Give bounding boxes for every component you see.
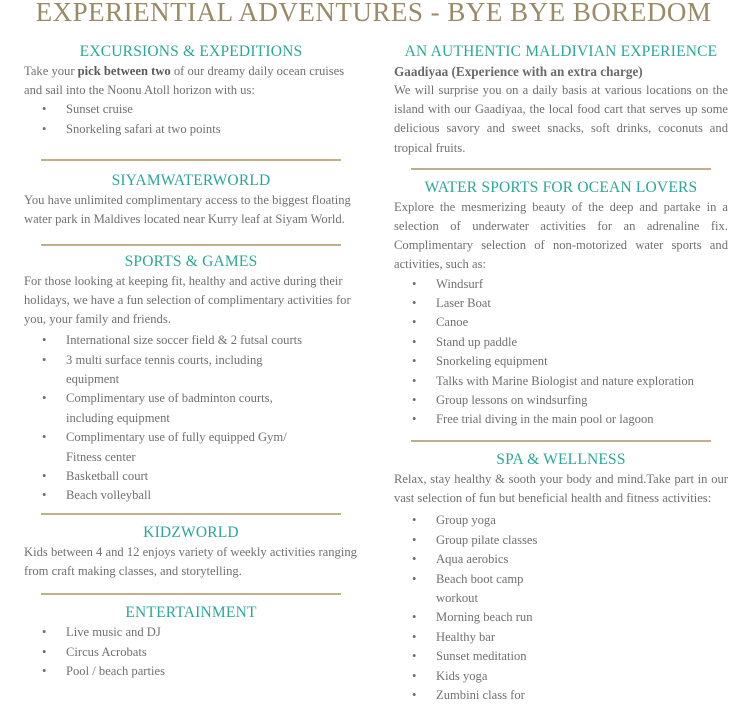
list-item: • Talks with Marine Biologist and nature exploration bbox=[394, 372, 728, 391]
list-item: • 3 multi surface tennis courts, including equipment bbox=[24, 351, 306, 390]
section-excursions bbox=[24, 42, 358, 139]
list-item: • Stand up paddle bbox=[394, 333, 728, 352]
spa-wellness-title: SPA & WELLNESS bbox=[496, 450, 626, 468]
spa-wellness-text: Relax, stay healthy & sooth your body and mind.Take part in our vast selection of fun but beneficial health and fitness activities: bbox=[394, 471, 728, 506]
maldivian-experience-subtitle: Gaadiyaa (Experience with an extra charge) bbox=[394, 64, 643, 79]
section-entertainment bbox=[24, 603, 358, 681]
list-item: • Group yoga bbox=[394, 511, 728, 530]
list-item: • Group lessons on windsurfing bbox=[394, 391, 728, 410]
maldivian-experience-title: AN AUTHENTIC MALDIVIAN EXPERIENCE bbox=[404, 43, 718, 60]
section-divider bbox=[411, 440, 711, 442]
section-divider bbox=[41, 513, 341, 515]
section-divider bbox=[41, 159, 341, 161]
water-sports-title: WATER SPORTS FOR OCEAN LOVERS bbox=[424, 178, 698, 196]
list-item: • Sunset cruise bbox=[24, 100, 358, 119]
list-item: • Basketball court bbox=[24, 467, 358, 486]
page-title: EXPERIENTIAL ADVENTURES - BYE BYE BOREDOM bbox=[35, 0, 712, 27]
list-item: • Canoe bbox=[394, 313, 728, 332]
excursions-text-before: Take your bbox=[24, 64, 78, 78]
list-item: • Windsurf bbox=[394, 275, 728, 294]
list-item: • Sunset meditation bbox=[394, 647, 728, 666]
list-item: • Healthy bar bbox=[394, 628, 728, 647]
list-item: • Aqua aerobics bbox=[394, 550, 728, 569]
list-item: • International size soccer field & 2 futsal courts bbox=[24, 331, 358, 350]
excursions-text-after: of our dreamy daily ocean cruises and sail into the Noonu Atoll horizon with us: bbox=[24, 64, 345, 98]
kidzworld-text: Kids between 4 and 12 enjoys variety of weekly activities ranging from craft making classes, and storytelling. bbox=[24, 544, 357, 579]
list-item: • Zumbini class for bbox=[394, 686, 728, 705]
section-maldivian-experience bbox=[394, 42, 728, 158]
section-divider bbox=[41, 593, 341, 595]
list-item: • Laser Boat bbox=[394, 294, 728, 313]
section-kidzworld bbox=[24, 523, 358, 581]
list-item: • Pool / beach parties bbox=[24, 662, 358, 681]
kidzworld-title: KIDZWORLD bbox=[143, 523, 239, 541]
spa-wellness-list bbox=[394, 511, 728, 705]
section-spa-wellness bbox=[394, 450, 728, 705]
list-item: • Snorkeling safari at two points bbox=[24, 120, 358, 139]
list-item: • Morning beach run bbox=[394, 608, 728, 627]
list-item: • Free trial diving in the main pool or lagoon bbox=[394, 410, 728, 429]
list-item: • Beach volleyball bbox=[24, 486, 358, 505]
left-column bbox=[24, 38, 358, 682]
water-sports-text: Explore the mesmerizing beauty of the deep and partake in a selection of underwater activities for an adrenaline fix. Complimentary selection of non-motorized water sports and activities, such as: bbox=[394, 199, 728, 272]
excursions-title: EXCURSIONS & EXPEDITIONS bbox=[79, 43, 303, 60]
siyam-water-world-title: SIYAMWATERWORLD bbox=[111, 172, 271, 190]
excursions-text-bold: pick between two bbox=[77, 64, 171, 78]
entertainment-list bbox=[24, 623, 358, 681]
list-item: • Complimentary use of fully equipped Gym/ Fitness center bbox=[24, 428, 316, 467]
list-item: • Kids yoga bbox=[394, 667, 728, 686]
list-item: • Snorkeling equipment bbox=[394, 352, 728, 371]
list-item: • Complimentary use of badminton courts, including equipment bbox=[24, 389, 316, 428]
excursions-list bbox=[24, 100, 358, 139]
siyam-water-world-text: You have unlimited complimentary access to the biggest floating water park in Maldives located near Kurry leaf at Siyam World. bbox=[24, 193, 351, 227]
sports-games-text: For those looking at keeping fit, healthy and active during their holidays, we have a fun selection of complimentary activities for you, your family and friends. bbox=[24, 273, 351, 327]
list-item: • Circus Acrobats bbox=[24, 643, 358, 662]
excursions-text bbox=[24, 62, 358, 100]
sports-games-title: SPORTS & GAMES bbox=[124, 252, 258, 270]
section-sports-games bbox=[24, 252, 358, 506]
list-item: • Group pilate classes bbox=[394, 531, 728, 550]
sports-games-list bbox=[24, 331, 358, 506]
section-water-sports bbox=[394, 178, 728, 430]
water-sports-list bbox=[394, 275, 728, 430]
section-divider bbox=[411, 168, 711, 170]
list-item: • Beach boot camp workout bbox=[394, 570, 526, 609]
section-siyam-water-world bbox=[24, 171, 358, 229]
right-column bbox=[394, 38, 728, 705]
section-divider bbox=[41, 244, 341, 246]
entertainment-title: ENTERTAINMENT bbox=[125, 604, 257, 622]
maldivian-experience-text: We will surprise you on a daily basis at various locations on the island with our Gaadiyaa, the local food cart that serves up some delicious savory and sweet snacks, soft drinks, coconuts and tropical fruits. bbox=[394, 83, 728, 155]
list-item: • Live music and DJ bbox=[24, 623, 358, 642]
